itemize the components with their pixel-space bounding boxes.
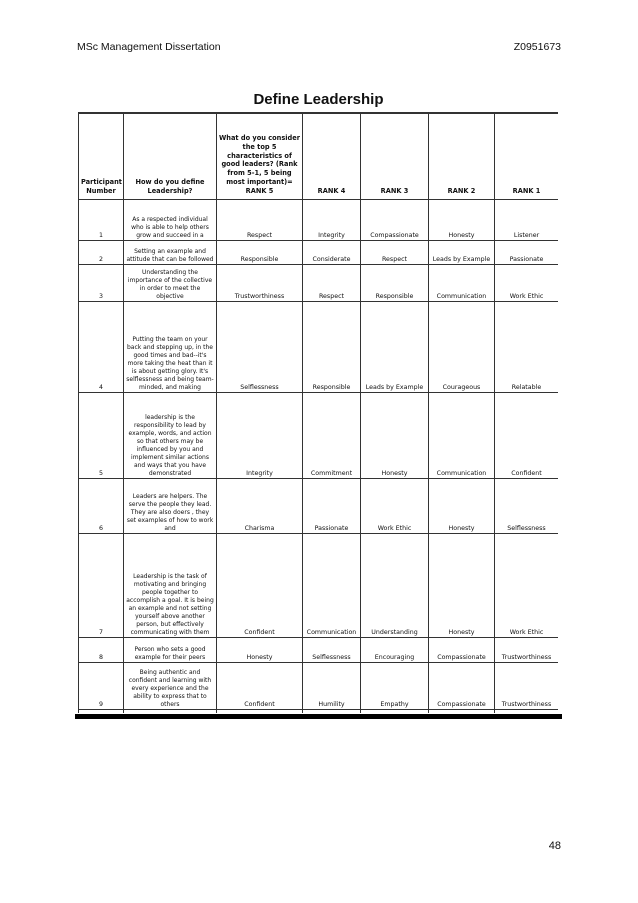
running-header-id: Z0951673 [513, 41, 561, 53]
rank-2-cell: Compassionate [429, 638, 495, 663]
leadership-definition: As a respected individual who is able to help others grow and succeed in a [124, 200, 217, 241]
participant-number: 6 [79, 479, 124, 534]
scanned-table-figure [75, 80, 562, 722]
rank-3-cell: Respect [361, 241, 429, 265]
rank-5-cell: Responsible [217, 241, 303, 265]
empty-cell [124, 710, 217, 714]
rank-4-cell: Passionate [303, 479, 361, 534]
rank-5-cell: Charisma [217, 479, 303, 534]
column-header: How do you define Leadership? [124, 114, 217, 200]
rank-3-cell: Understanding [361, 534, 429, 638]
rank-5-cell: Trustworthiness [217, 265, 303, 302]
rank-2-cell: Courageous [429, 302, 495, 393]
rank-5-cell: Honesty [217, 638, 303, 663]
participant-number: 3 [79, 265, 124, 302]
rank-2-cell: Communication [429, 393, 495, 479]
rank-1-cell: Listener [495, 200, 559, 241]
participant-number: 1 [79, 200, 124, 241]
rank-3-cell: Honesty [361, 393, 429, 479]
rank-3-cell: Responsible [361, 265, 429, 302]
rank-4-cell: Integrity [303, 200, 361, 241]
rank-3-cell: Encouraging [361, 638, 429, 663]
figure-title: Define Leadership [253, 91, 384, 108]
table-row [79, 241, 559, 265]
scan-bottom-edge [75, 714, 562, 719]
column-header: RANK 4 [303, 114, 361, 200]
rank-4-cell: Commitment [303, 393, 361, 479]
rank-3-cell: Leads by Example [361, 302, 429, 393]
rank-1-cell: Selflessness [495, 479, 559, 534]
table-row [79, 200, 559, 241]
table-body [79, 200, 559, 714]
rank-5-cell: Selflessness [217, 302, 303, 393]
empty-cell [361, 710, 429, 714]
rank-1-cell: Trustworthiness [495, 663, 559, 710]
participant-number: 7 [79, 534, 124, 638]
column-header: RANK 2 [429, 114, 495, 200]
participant-number: 2 [79, 241, 124, 265]
rank-3-cell: Compassionate [361, 200, 429, 241]
column-header: RANK 3 [361, 114, 429, 200]
empty-cell [495, 710, 559, 714]
column-header: Participant Number [79, 114, 124, 200]
participant-number: 8 [79, 638, 124, 663]
leadership-definition: Person who sets a good example for their peers [124, 638, 217, 663]
leadership-definition: Leaders are helpers. The serve the people they lead. They are also doers , they set examples of how to work and [124, 479, 217, 534]
table-row [79, 393, 559, 479]
rank-2-cell: Honesty [429, 200, 495, 241]
table-row [79, 638, 559, 663]
empty-cell [79, 710, 124, 714]
rank-2-cell: Honesty [429, 534, 495, 638]
rank-4-cell: Selflessness [303, 638, 361, 663]
rank-5-cell: Respect [217, 200, 303, 241]
table-row [79, 479, 559, 534]
leadership-definition: Leadership is the task of motivating and bringing people together to accomplish a goal. It is being an example and not setting yourself above another person, but effectively communicating with them [124, 534, 217, 638]
column-header: RANK 1 [495, 114, 559, 200]
rank-5-cell: Confident [217, 534, 303, 638]
participant-number: 9 [79, 663, 124, 710]
table-row [79, 265, 559, 302]
rank-1-cell: Passionate [495, 241, 559, 265]
leadership-definition: Setting an example and attitude that can be followed [124, 241, 217, 265]
leadership-definition: Being authentic and confident and learning with every experience and the ability to express that to others [124, 663, 217, 710]
rank-2-cell: Leads by Example [429, 241, 495, 265]
rank-2-cell: Compassionate [429, 663, 495, 710]
table-row-cut-off [79, 710, 559, 714]
column-header: What do you consider the top 5 characteristics of good leaders? (Rank from 5-1, 5 being most important)= RANK 5 [217, 114, 303, 200]
rank-5-cell: Integrity [217, 393, 303, 479]
rank-1-cell: Trustworthiness [495, 638, 559, 663]
empty-cell [303, 710, 361, 714]
leadership-definition: Putting the team on your back and stepping up, in the good times and bad--it's more taking the heat than it is about getting glory. It's selflessness and being team-minded, and making [124, 302, 217, 393]
rank-1-cell: Work Ethic [495, 265, 559, 302]
rank-5-cell: Confident [217, 663, 303, 710]
table-header-row [79, 114, 559, 200]
table-row [79, 302, 559, 393]
rank-4-cell: Considerate [303, 241, 361, 265]
table-row [79, 534, 559, 638]
table-viewport [78, 112, 558, 713]
running-header-title: MSc Management Dissertation [77, 41, 221, 53]
page-number: 48 [548, 840, 561, 852]
empty-cell [429, 710, 495, 714]
table-row [79, 663, 559, 710]
rank-4-cell: Communication [303, 534, 361, 638]
rank-4-cell: Humility [303, 663, 361, 710]
leadership-definition: leadership is the responsibility to lead by example, words, and action so that others may be influenced by you and implement similar actions and ways that you have demonstrated [124, 393, 217, 479]
rank-3-cell: Empathy [361, 663, 429, 710]
rank-4-cell: Respect [303, 265, 361, 302]
leadership-definition: Understanding the importance of the collective in order to meet the objective [124, 265, 217, 302]
rank-4-cell: Responsible [303, 302, 361, 393]
rank-1-cell: Confident [495, 393, 559, 479]
rank-2-cell: Honesty [429, 479, 495, 534]
rank-2-cell: Communication [429, 265, 495, 302]
rank-1-cell: Relatable [495, 302, 559, 393]
participant-number: 5 [79, 393, 124, 479]
empty-cell [217, 710, 303, 714]
participant-number: 4 [79, 302, 124, 393]
rank-1-cell: Work Ethic [495, 534, 559, 638]
leadership-table [78, 113, 558, 713]
rank-3-cell: Work Ethic [361, 479, 429, 534]
